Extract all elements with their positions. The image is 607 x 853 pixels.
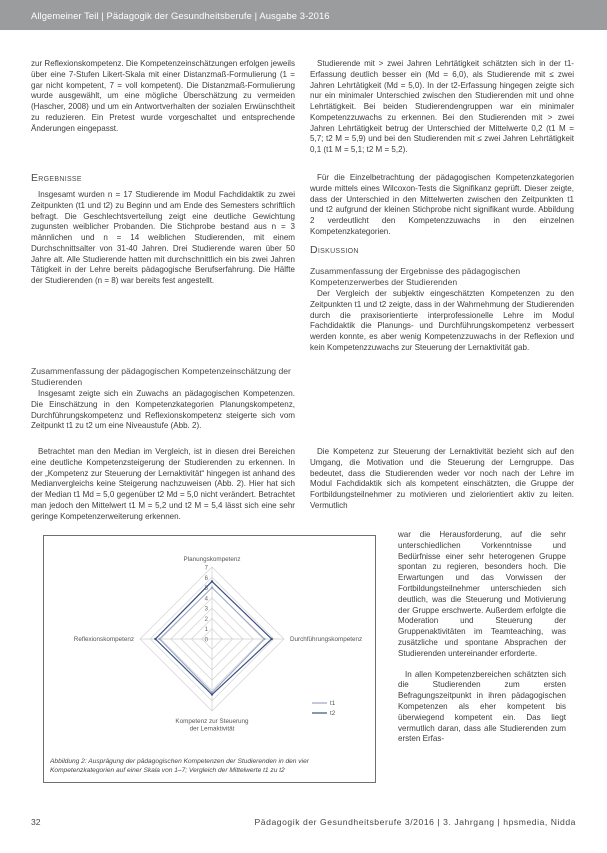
wrap-paragraph-1: war die Herausforderung, auf die sehr unterschiedlichen Vorkenntnisse und Bedürfnisse einer sehr heterogenen Gruppe spontan zu regieren, besonders hoch. Die Erwartungen und das Vorwissen der Fortbildungsteilnehmer unterschieden sich deutlich, was die Steuerung und Motivierung der Gruppe erschwerte. Außerdem erfolgte die Moderation und Steuerung der Gruppenaktivitäten im Teamteaching, was zusätzliche und spontane Absprachen der Studierenden untereinander erforderte. <box>398 530 566 658</box>
figure-side-text <box>398 530 566 745</box>
tick-label-1: 1 <box>204 627 208 634</box>
discussion-heading-block <box>310 244 574 257</box>
tick-label-0: 0 <box>204 637 208 644</box>
left-subheading-block <box>31 366 295 388</box>
tick-label-6: 6 <box>204 575 208 582</box>
series-t2-point-1 <box>211 580 213 582</box>
left-text-block-4 <box>31 447 295 522</box>
axis-label-3: Kompetenz zur Steuerung der Lernaktivität <box>175 718 249 733</box>
legend-label-t2: t2 <box>330 710 336 717</box>
left-text-block-3 <box>31 389 295 432</box>
axis-label-1: Planungskompetenz <box>183 556 241 563</box>
right-paragraph-4: Die Kompetenz zur Steuerung der Lernaktivität bezieht sich auf den Umgang, die Motivation und die Steuerung der Lerngruppe. Das bedeutet, dass die Studierenden weder vor noch nach der Lehre im Modul Fachdidaktik sich als kompetent einschätzten, die Gruppe der Fortbildungsteilnehmer zu motivieren und zielorientiert aktiv zu leiten. Vermutlich <box>310 447 574 510</box>
tick-label-4: 4 <box>204 596 208 603</box>
right-paragraph-3: Der Vergleich der subjektiv eingeschätzten Kompetenzen zu den Zeitpunkten t1 und t2 zeigte, dass in der Wahrnehmung der Studierenden durch die praxisorientierte interprofessionelle Lehre im Modul Fachdidaktik die Planungs- und Durchführungskompetenz verbessert werden konnte, es aber wenig Kompetenzzuwachs in der Reflexion und kein Kompetenzzuwachs zur Steuerung der Lernaktivität gab. <box>310 289 574 352</box>
series-t1-point-2 <box>263 638 265 640</box>
wrap-paragraph-2: In allen Kompetenzbereichen schätzten sich die Studierenden zum ersten Befragungszeitpunkt in ihren pädagogischen Kompetenzen als eher kompetent bis überwiegend kompetent ein. Das liegt vermutlich daran, dass alle Studierenden zum ersten Erfas- <box>398 669 566 744</box>
right-paragraph-2: Für die Einzelbetrachtung der pädagogischen Kompetenzkategorien wurde mittels eines Wilcoxon-Tests die Signifikanz geprüft. Dieser zeigte, dass der Unterschied in den Mittelwerten zwischen den Zeitpunkten t1 und t2 aufgrund der kleinen Stichprobe nicht signifikant wurde. Abbildung 2 verdeutlicht den Kompetenzzuwachs in den einzelnen Kompetenzkategorien. <box>310 173 574 236</box>
legend-label-t1: t1 <box>330 700 336 707</box>
series-t2-point-3 <box>211 693 213 695</box>
left-paragraph-4: Betrachtet man den Median im Vergleich, ist in diesen drei Bereichen eine deutliche Kompetenzsteigerung der Studierenden zu erkennen. In der „Kompetenz zur Steuerung der Lernaktivität“ hingegen ist anhand des Medianvergleichs keine Steigerung nachzuweisen (Abb. 2). Hier hat sich der Median t1 Md = 5,0 gegenüber t2 Md = 5,0 nicht verändert. Betrachtet man jedoch den Mittelwert t1 M = 5,2 und t2 M = 5,4 lässt sich eine sehr geringe Kompetenzerweiterung erkennen. <box>31 447 295 521</box>
right-text-block-2 <box>310 173 574 238</box>
series-t2-point-4 <box>154 638 156 640</box>
left-column <box>31 59 295 134</box>
right-text-block-4 <box>310 447 574 512</box>
tick-label-7: 7 <box>204 565 208 572</box>
series-t1-point-4 <box>158 638 160 640</box>
right-subheading-block <box>310 266 574 288</box>
subheading-results-summary: Zusammenfassung der Ergebnisse des pädagogischen Kompetenzerwerbes der Studierenden <box>310 266 521 287</box>
results-heading-block <box>31 172 295 185</box>
series-t2-line <box>155 581 271 694</box>
right-paragraph-1: Studierende mit > zwei Jahren Lehrtätigkeit schätzten sich in der t1-Erfassung deutlich besser ein (Md = 6,0), als Studierende mit ≤ zwei Jahren Lehrtätigkeit (Md = 5,0). In der t2-Erfassung hingegen zeigte sich nur ein minimaler Unterschied zwischen den Studierenden mit und ohne Lehrtätigkeit. Bei beiden Studierendengruppen war ein minimaler Kompetenzzuwachs zu erkennen. Bei den Studierenden mit > zwei Jahren Lehrtätigkeit betrug der Unterschied der Mittelwerte 0,2 (t1 M = 5,7; t2 M = 5,9) und bei den Studierenden mit ≤ zwei Jahren Lehrtätigkeit 0,1 (t1 M = 5,1; t2 M = 5,2). <box>310 59 574 154</box>
left-paragraph-1: zur Reflexionskompetenz. Die Kompetenzeinschätzungen erfolgen jeweils über eine 7-Stufen Likert-Skala mit einer Distanzmaß-Formulierung (1 = gar nicht kompetent, 7 = voll kompetent). Die Distanzmaß-Formulierung wurde ausgewählt, um eine mögliche Überschätzung zu vermeiden (Hascher, 2008) und um ein Antwortverhalten der sozialen Erwünschtheit zu reduzieren. Ein Pretest wurde vorgeschaltet und entsprechende Änderungen eingepasst. <box>31 59 295 133</box>
left-paragraph-2: Insgesamt wurden n = 17 Studierende im Modul Fachdidaktik zu zwei Zeitpunkten (t1 und t2) zu Beginn und am Ende des Semesters schriftlich befragt. Die Geschlechtsverteilung zeigt eine deutliche Gewichtung zugunsten weiblicher Probanden. Die Stichprobe bestand aus n = 3 männlichen und n = 14 weiblichen Studierenden, mit einem Durchschnittsalter von 31-40 Jahren. Drei Studierende waren über 50 Jahre alt. Alle Studierende hatten mit durchschnittlich ein bis zwei Jahren Tätigkeit in der Lehre bereits pädagogische Berufserfahrung. Die Hälfte der Studierenden (n = 8) war bereits fest angestellt. <box>31 190 295 285</box>
page-number: 32 <box>31 817 41 827</box>
left-paragraph-3: Insgesamt zeigte sich ein Zuwachs an pädagogischen Kompetenzen. Die Einschätzung in den Kompetenzkategorien Planungskompetenz, Durchführungskompetenz und Reflexionskompetenz steigerte sich vom Zeitpunkt t1 zu t2 um eine Niveaustufe (Abb. 2). <box>31 389 295 431</box>
figure-2-radar-chart <box>43 535 376 783</box>
page-footer <box>31 817 576 831</box>
subheading-competence-assessment: Zusammenfassung der pädagogischen Kompetenzeinschätzung der Studierenden <box>31 366 291 387</box>
results-text-block <box>31 190 295 287</box>
tick-label-3: 3 <box>204 606 208 613</box>
section-heading-discussion: Diskussion <box>310 244 359 256</box>
header-title: Allgemeiner Teil | Pädagogik der Gesundheitsberufe | Ausgabe 3-2016 <box>31 10 330 21</box>
tick-label-5: 5 <box>204 586 208 593</box>
axis-label-4: Reflexionskompetenz <box>73 636 134 643</box>
section-heading-results: Ergebnisse <box>31 172 82 184</box>
right-text-block-1 <box>310 59 574 156</box>
figure-caption: Abbildung 2: Ausprägung der pädagogischen Kompetenzen der Studierenden in den vier Kompetenzkategorien auf einer Skala von 1–7; Vergleich der Mittelwerte t1 zu t2 <box>50 758 309 774</box>
right-text-block-3 <box>310 289 574 354</box>
running-header <box>0 0 607 30</box>
series-t1-point-1 <box>211 586 213 588</box>
radar-chart <box>44 536 377 758</box>
footer-publication: Pädagogik der Gesundheitsberufe 3/2016 | 3. Jahrgang | hpsmedia, Nidda <box>254 817 576 827</box>
series-t2-point-2 <box>270 638 272 640</box>
tick-label-2: 2 <box>204 616 208 623</box>
axis-label-2: Durchführungskompetenz <box>290 636 363 643</box>
